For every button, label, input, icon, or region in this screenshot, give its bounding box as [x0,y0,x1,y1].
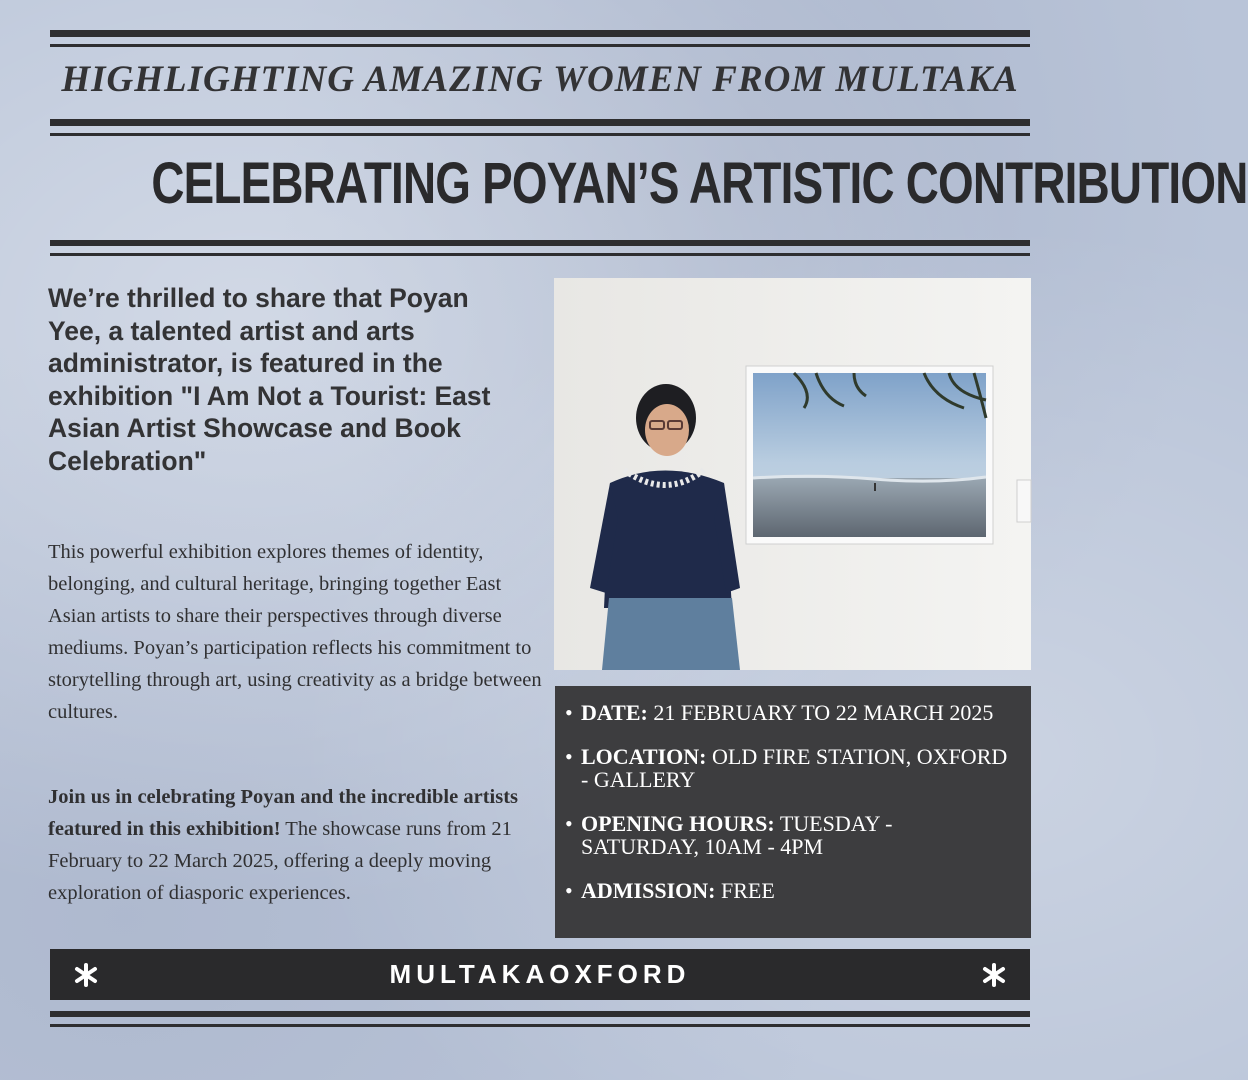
info-label: LOCATION: [581,744,707,769]
info-label: ADMISSION: [581,878,716,903]
info-value: OLD FIRE STATION, OXFORD - GALLERY [581,744,1008,792]
bullet-icon: • [565,744,573,769]
asterisk-icon [980,961,1008,989]
info-value: 21 FEBRUARY TO 22 MARCH 2025 [653,700,994,725]
mid-rule-thin [50,133,1030,136]
lower-rule-thin [50,253,1030,256]
body-paragraph-2-bold: Join us in celebrating Poyan and the incredible artists featured in this exhibition! [48,786,519,840]
bullet-icon: • [565,878,573,903]
event-info-box [555,686,1031,938]
info-location [565,745,1013,791]
lead-paragraph: We’re thrilled to share that Poyan Yee, a talented artist and arts administrator, is featured in the exhibition "I Am Not a Tourist: East Asian Artist Showcase and Book Celebration" [48,283,491,476]
artist-photo-illustration [554,278,1031,670]
artist-photo [554,278,1031,670]
info-admission [565,879,1013,902]
info-value: FREE [720,878,775,903]
mid-rule-thick [50,119,1030,126]
footer-banner [50,949,1030,1000]
body-paragraph-2-rest: The showcase runs from 21 February to 22 March 2025, offering a deeply moving exploration of diasporic experiences. [48,818,512,904]
top-rule-thin [50,44,1030,47]
bottom-rule-thin [50,1024,1030,1027]
body-paragraph-1: This powerful exhibition explores themes of identity, belonging, and cultural heritage, bringing together East Asian artists to share their perspectives through diverse mediums. Poyan’s participation reflects his commitment to storytelling through art, using creativity as a bridge between cultures. [48,541,542,723]
info-opening-hours [565,812,1013,858]
asterisk-icon [72,961,100,989]
lower-rule-thick [50,240,1030,246]
bullet-icon: • [565,700,573,725]
body-paragraph-2 [48,781,543,909]
top-rule-thick [50,30,1030,37]
bullet-icon: • [565,811,573,836]
bottom-rule-thick [50,1011,1030,1017]
info-label: OPENING HOURS: [581,811,775,836]
info-label: DATE: [581,700,648,725]
page-title: CELEBRATING POYAN’S ARTISTIC CONTRIBUTION [151,151,1248,216]
info-value: TUESDAY - SATURDAY, 10AM - 4PM [581,811,893,859]
footer-brand: MULTAKAOXFORD [389,959,691,989]
kicker-heading: HIGHLIGHTING AMAZING WOMEN FROM MULTAKA [61,59,1019,100]
info-date [565,701,1013,724]
